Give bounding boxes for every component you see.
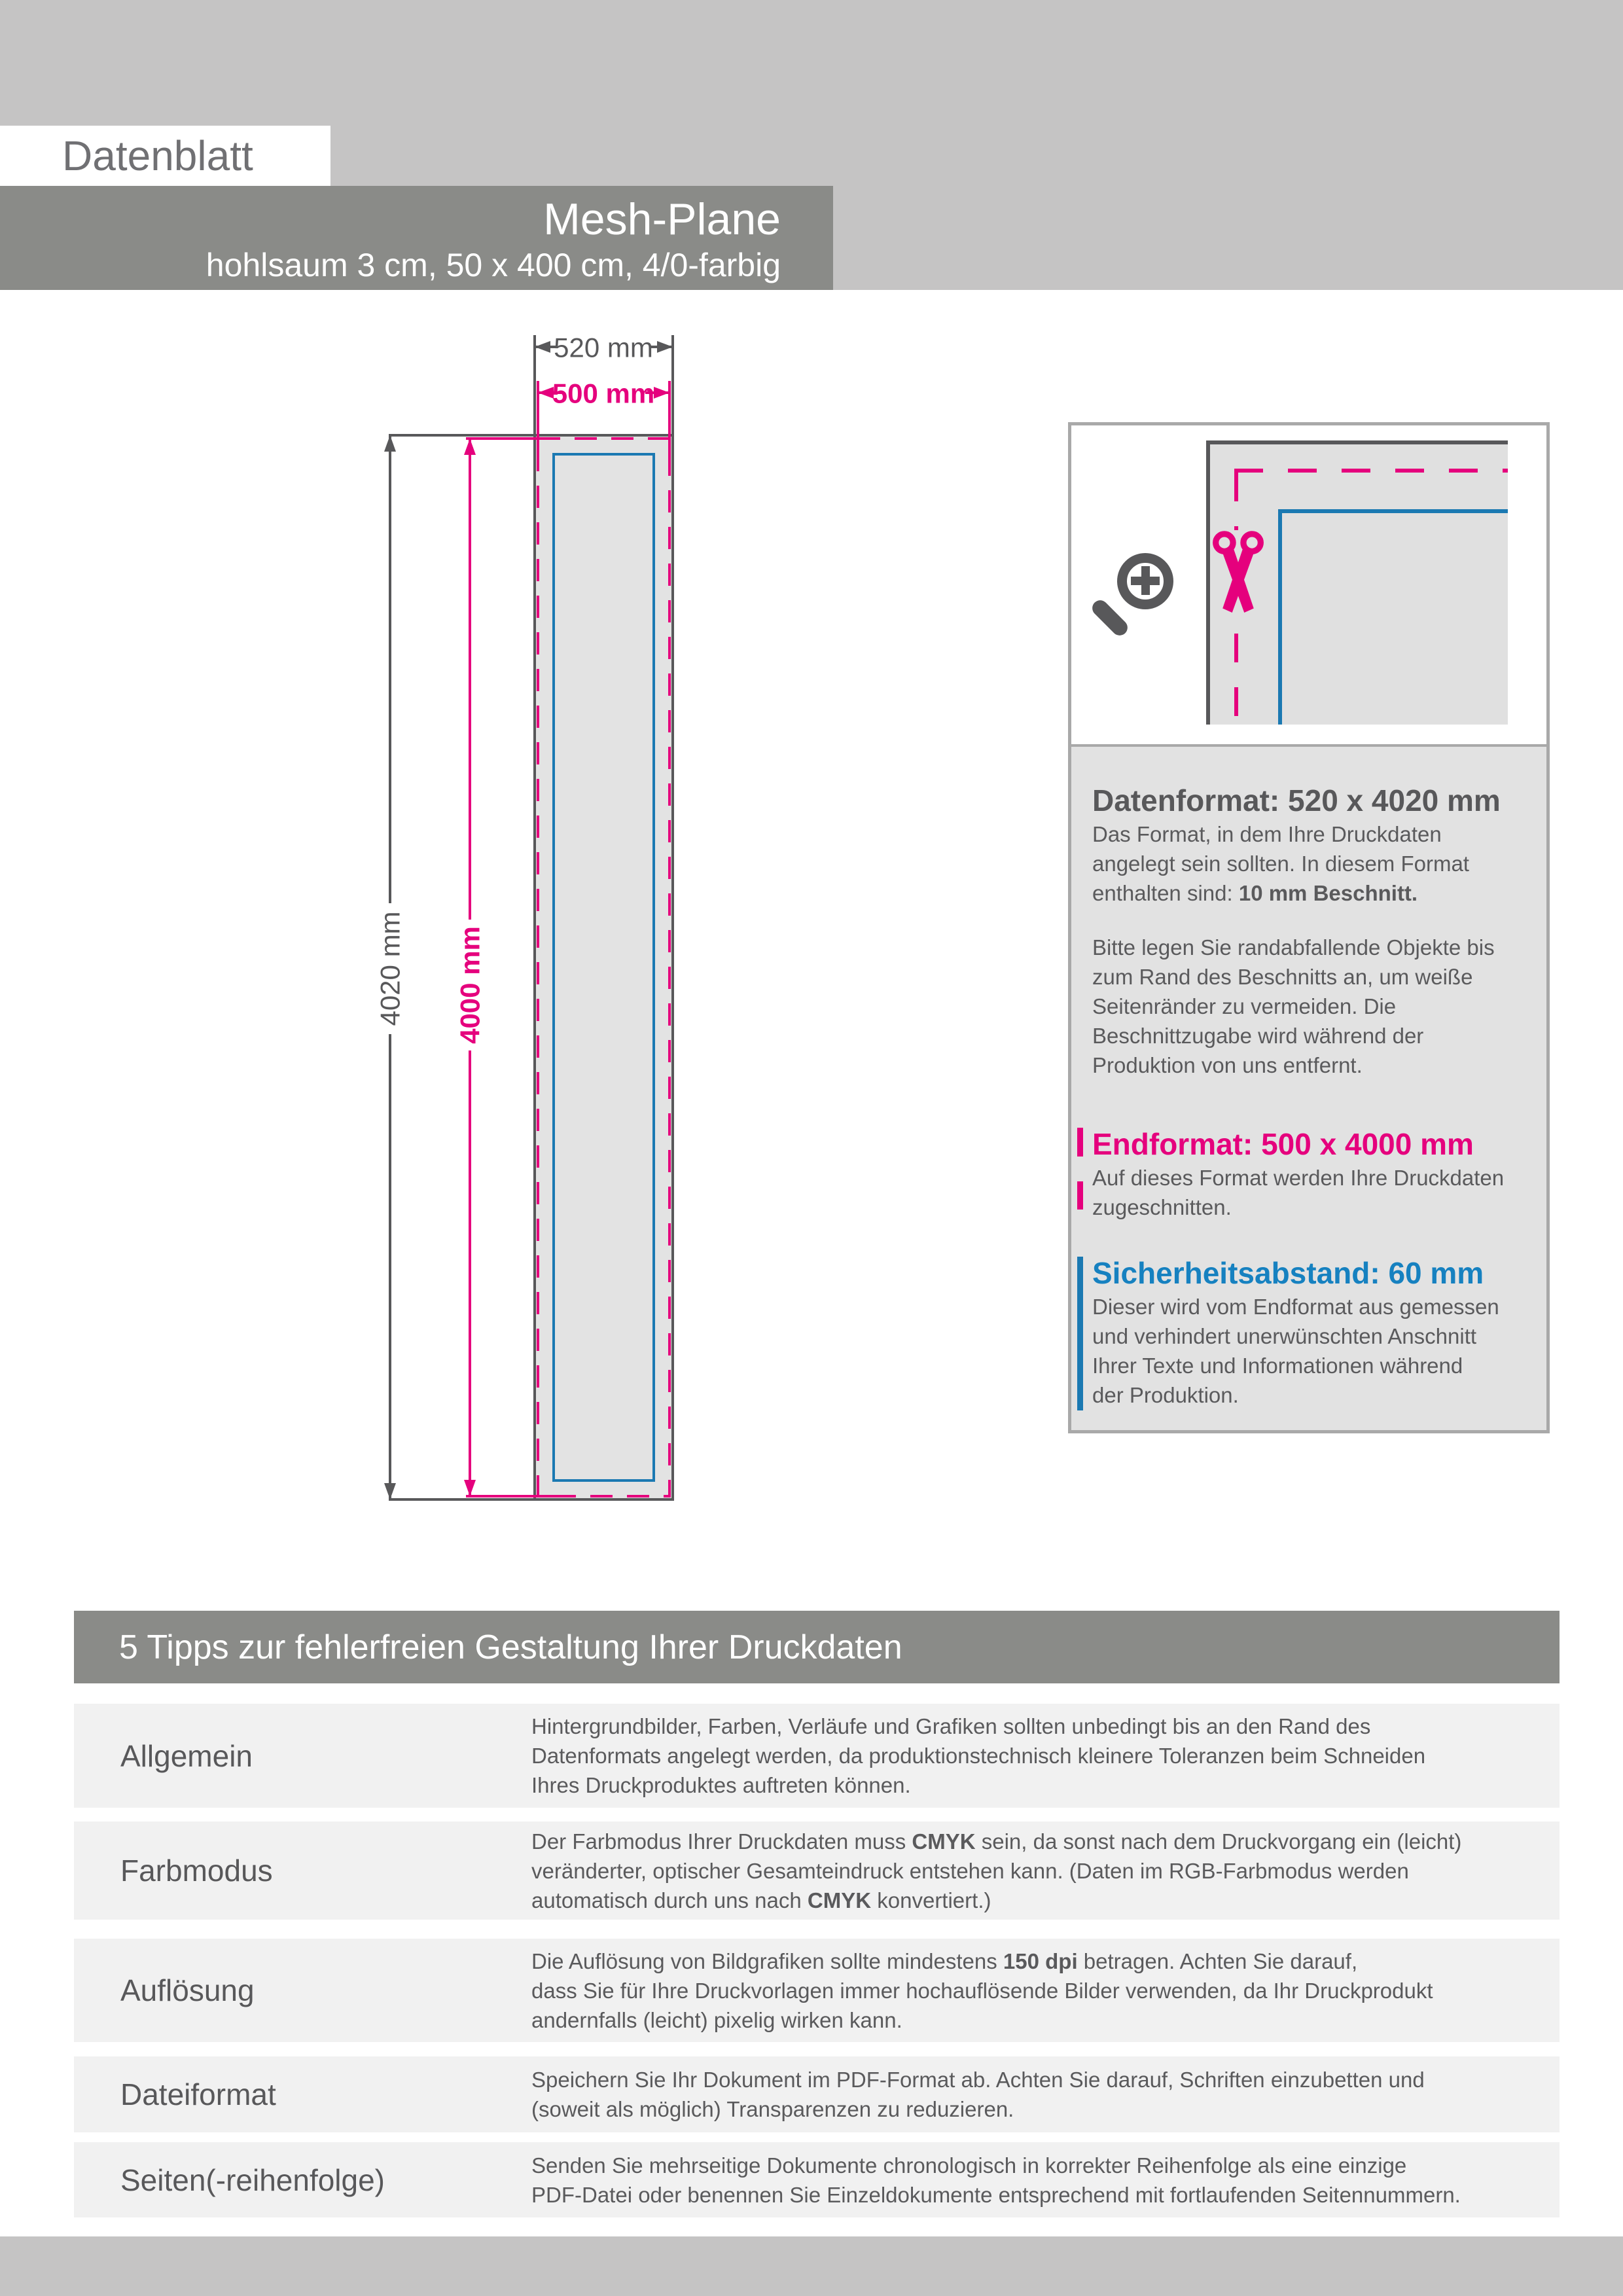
tips-heading: 5 Tipps zur fehlerfreien Gestaltung Ihrer Druckdaten (119, 1628, 902, 1666)
tips-row-label: Auflösung (120, 1973, 255, 2007)
product-name: Mesh-Plane (543, 194, 781, 244)
mini-safety-line-v (1278, 513, 1282, 725)
endformat-heading: Endformat: 500 x 4000 mm (1092, 1127, 1474, 1161)
tips-row-text: Senden Sie mehrseitige Dokumente chronologisch in korrekter Reihenfolge als eine einzige PDF-Datei oder benennen Sie Einzeldokumente entsprechend mit fortlaufenden Seitennummern. (531, 2153, 1461, 2207)
tips-row-seitenreihenfolge (74, 2142, 1560, 2217)
dim-height-inner-label: 4000 mm (454, 926, 486, 1044)
arrow-up-icon (464, 439, 476, 455)
endformat-paragraph: Auf dieses Format werden Ihre Druckdaten zugeschnitten. (1092, 1166, 1505, 1219)
magnifier-icon (1087, 537, 1205, 655)
dim-width-inner-label: 500 mm (552, 378, 655, 409)
tips-row-aufloesung (74, 1939, 1560, 2042)
info-panel (1068, 422, 1550, 1433)
datenformat-rect (535, 435, 673, 1499)
dim-height-outer-label: 4020 mm (374, 911, 406, 1026)
scissors-icon (1210, 529, 1266, 615)
dim-width-outer-label: 520 mm (554, 332, 653, 363)
tips-row-farbmodus (74, 1821, 1560, 1920)
product-spec: hohlsaum 3 cm, 50 x 400 cm, 4/0-farbig (205, 247, 781, 283)
safety-heading: Sicherheitsabstand: 60 mm (1092, 1256, 1484, 1290)
arrow-up-icon (384, 435, 396, 452)
arrow-right-icon (654, 387, 669, 399)
arrow-down-icon (464, 1480, 476, 1496)
endformat-accent-bar (1077, 1128, 1083, 1210)
mini-safety-line-h (1278, 509, 1508, 513)
tips-row-label: Dateiformat (120, 2077, 276, 2111)
bottom-gray-band (0, 2236, 1623, 2296)
tips-row-dateiformat (74, 2056, 1560, 2132)
sheet-label-box (0, 126, 330, 186)
datenformat-heading: Datenformat: 520 x 4020 mm (1092, 783, 1501, 817)
tips-row-allgemein (74, 1704, 1560, 1808)
arrow-right-icon (657, 341, 673, 353)
tips-row-label: Farbmodus (120, 1854, 273, 1888)
datenformat-paragraph-2: Bitte legen Sie randabfallende Objekte bis zum Rand des Beschnitts an, um weiße Seitenränder zu vermeiden. Die Beschnittzugabe wird während der Produktion von uns entfernt. (1092, 935, 1495, 1077)
arrow-down-icon (384, 1483, 396, 1499)
arrow-left-icon (538, 387, 554, 399)
tips-header-bar (74, 1611, 1560, 1683)
tips-row-text: Speichern Sie Ihr Dokument im PDF-Format ab. Achten Sie darauf, Schriften einzubetten und (soweit als möglich) Transparenzen zu reduzieren. (531, 2068, 1425, 2121)
tips-row-text: Die Auflösung von Bildgrafiken sollte mindestens 150 dpi betragen. Achten Sie darauf, dass Sie für Ihre Druckvorlagen immer hochauflösende Bilder verwenden, da Ihr Druckprodukt andernfalls (leicht) pixelig wirken kann. (531, 1948, 1433, 2032)
safety-accent-bar (1077, 1257, 1083, 1410)
tips-row-text: Hintergrundbilder, Farben, Verläufe und Grafiken sollten unbedingt bis an den Rand des Datenformats angelegt werden, da produktionstechnisch kleinere Toleranzen beim Schneiden Ihres Druckproduktes auftreten können. (531, 1714, 1426, 1797)
mini-endformat-dash-h (1234, 469, 1508, 473)
tips-row-text: Der Farbmodus Ihrer Druckdaten muss CMYK sein, da sonst nach dem Druckvorgang ein (leicht) veränderter, optischer Gesamteindruck entstehen kann. (Daten im RGB-Farbmodus werden automatisch durch uns nach CMYK konvertiert.) (531, 1829, 1462, 1912)
sheet-label: Datenblatt (62, 132, 253, 179)
safety-paragraph: Dieser wird vom Endformat aus gemessen und verhindert unerwünschten Anschnitt Ihrer Texte und Informationen während der Produktion. (1092, 1295, 1499, 1407)
tips-row-label: Seiten(-reihenfolge) (120, 2162, 385, 2197)
arrow-left-icon (535, 341, 550, 353)
format-diagram (366, 327, 720, 1538)
mini-datenformat-top-line (1206, 440, 1508, 444)
product-title-bar (0, 186, 833, 290)
tips-row-label: Allgemein (120, 1738, 253, 1773)
datenformat-paragraph-1: Das Format, in dem Ihre Druckdaten angelegt sein sollten. In diesem Format enthalten sind: 10 mm Beschnitt. (1092, 822, 1469, 905)
